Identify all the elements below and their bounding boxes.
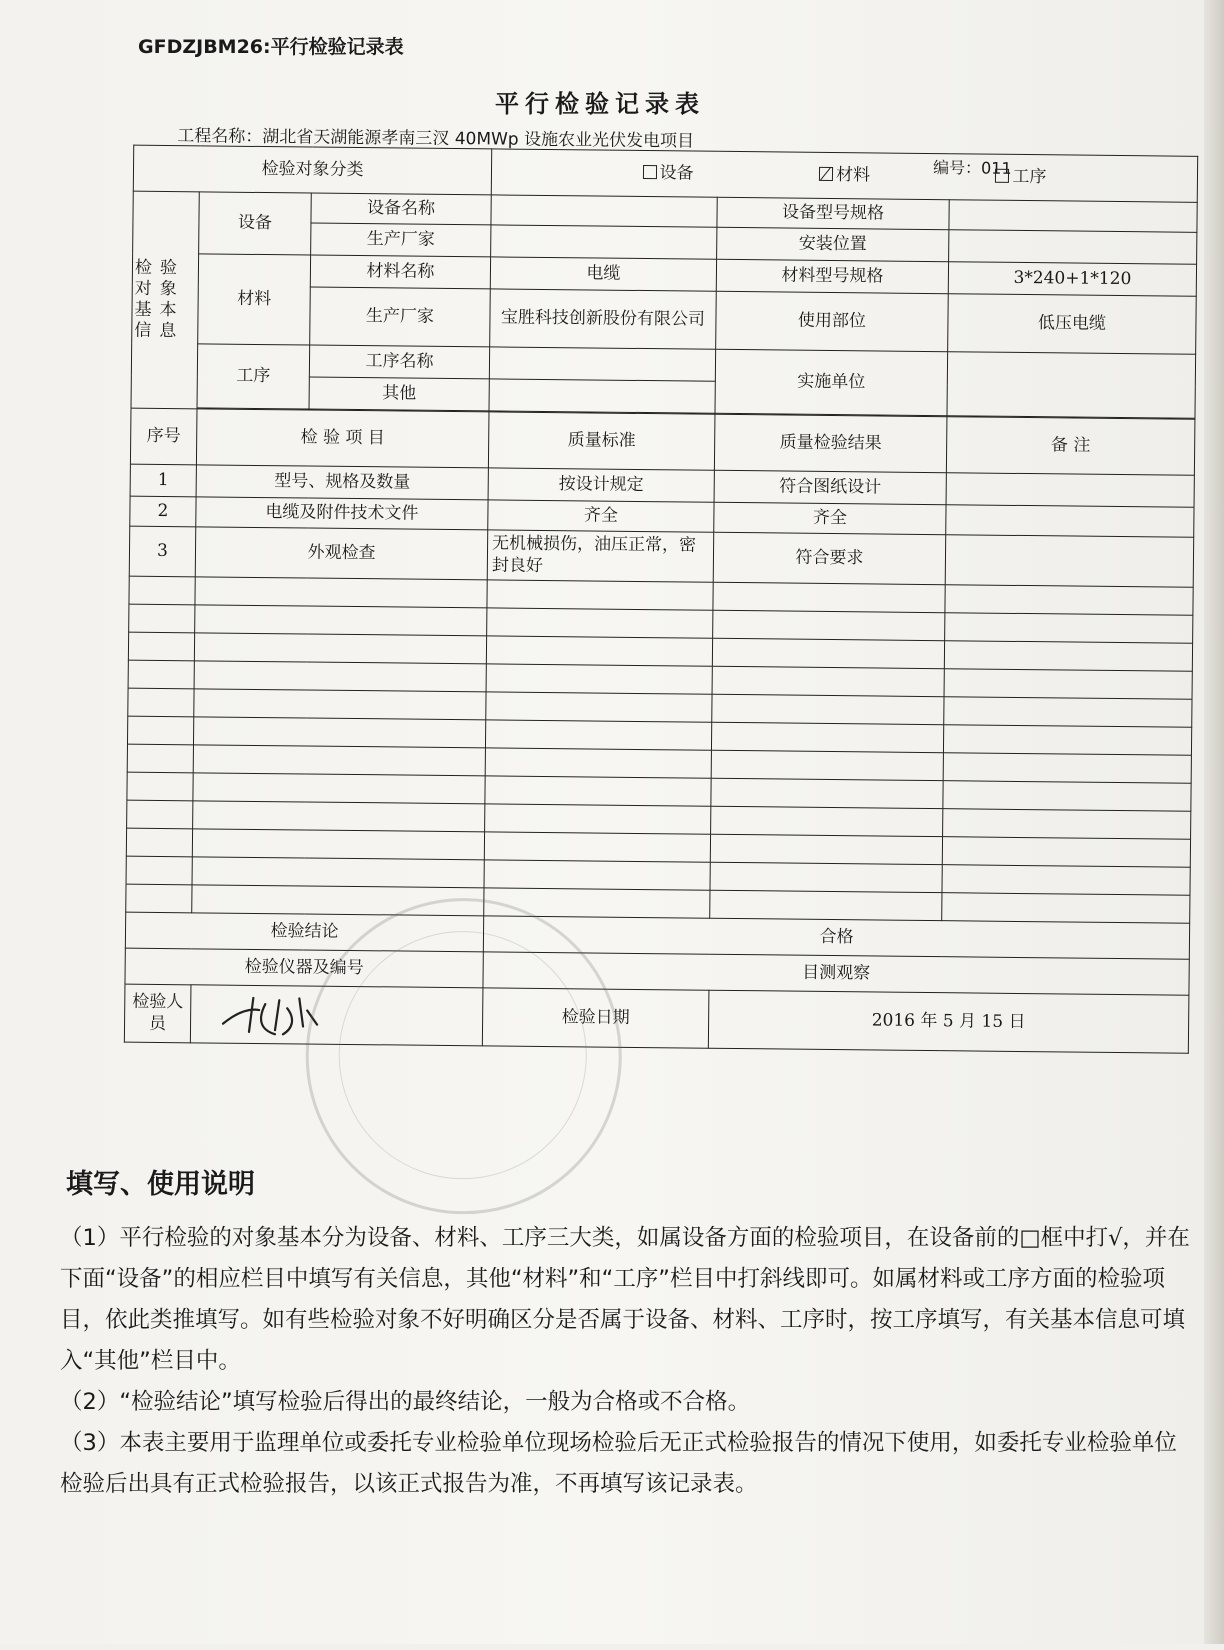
empty-cell [711, 778, 943, 808]
empty-cell [485, 776, 711, 806]
empty-cell [195, 605, 487, 636]
material-label: 材料 [198, 254, 311, 345]
empty-cell [192, 829, 484, 860]
header-item: 检 验 项 目 [196, 409, 489, 468]
empty-cell [943, 781, 1191, 812]
empty-cell [944, 641, 1192, 672]
material-name-label: 材料名称 [310, 255, 490, 289]
empty-cell [943, 725, 1191, 756]
instrument-label: 检验仪器及编号 [125, 948, 483, 988]
empty-cell [711, 750, 943, 780]
header-no: 序号 [130, 408, 197, 465]
empty-cell [126, 856, 192, 885]
empty-cell [193, 773, 485, 804]
empty-cell [486, 664, 712, 694]
empty-cell [126, 884, 192, 913]
empty-cell [127, 772, 193, 801]
instructions-title: 填写、使用说明 [66, 1169, 255, 1200]
empty-cell [129, 576, 195, 605]
checkbox-icon [995, 169, 1009, 183]
equipment-name-label: 设备名称 [311, 193, 491, 225]
item-remark [945, 535, 1194, 588]
basic-info-label: 检验 对象 基本 信息 [131, 191, 199, 409]
checked-checkbox-icon [819, 167, 833, 181]
process-other-label: 其他 [309, 377, 489, 411]
empty-cell [712, 666, 944, 696]
form-code: GFDZJBM26:平行检验记录表 [138, 36, 404, 58]
item-name: 电缆及附件技术文件 [196, 497, 488, 530]
category-option-equipment[interactable]: 设备 [642, 163, 693, 185]
empty-cell [942, 893, 1190, 924]
equipment-location-label: 安装位置 [717, 227, 949, 261]
serial-number: 编号：011 [932, 158, 1012, 178]
inspector-row [124, 984, 1189, 1053]
empty-cell [711, 722, 943, 752]
empty-cell [126, 828, 192, 857]
empty-cell [944, 697, 1192, 728]
empty-cell [128, 688, 194, 717]
document-title: 平行检验记录表 [495, 90, 705, 118]
process-name-value [489, 347, 715, 381]
material-model-value: 3*240+1*120 [948, 262, 1196, 297]
empty-cell [195, 577, 487, 608]
material-maker-value: 宝胜科技创新股份有限公司 [490, 289, 717, 349]
material-name-value: 电缆 [490, 257, 716, 291]
checkbox-icon [643, 165, 657, 179]
process-unit-value [947, 352, 1196, 419]
item-no: 3 [129, 526, 196, 577]
empty-cell [712, 694, 944, 724]
instrument-value: 目测观察 [483, 952, 1189, 995]
process-name-label: 工序名称 [309, 345, 489, 379]
empty-cell [192, 885, 484, 916]
equipment-maker-value [491, 225, 717, 259]
inspector-label: 检验人员 [124, 984, 191, 1043]
empty-cell [945, 585, 1193, 616]
empty-cell [194, 633, 486, 664]
item-result: 符合图纸设计 [714, 470, 946, 504]
inspection-record-table [124, 145, 1198, 1054]
empty-cell [710, 890, 942, 920]
equipment-location-value [949, 230, 1197, 265]
material-usage-value: 低压电缆 [948, 294, 1197, 355]
equipment-maker-label: 生产厂家 [311, 223, 491, 257]
empty-cell [712, 638, 944, 668]
date-label: 检验日期 [482, 988, 709, 1048]
empty-cell [713, 582, 945, 612]
empty-cell [129, 604, 195, 633]
item-no: 1 [130, 464, 196, 497]
item-standard: 齐全 [488, 500, 714, 532]
empty-cell [193, 745, 485, 776]
process-unit-label: 实施单位 [715, 349, 948, 415]
empty-cell [943, 809, 1191, 840]
category-option-material[interactable]: 材料 [819, 165, 870, 187]
instructions-body [60, 1218, 1190, 1505]
material-model-label: 材料型号规格 [716, 259, 948, 293]
empty-cell [487, 580, 713, 610]
empty-cell [945, 613, 1193, 644]
item-no: 2 [130, 496, 196, 527]
item-result: 符合要求 [713, 532, 946, 584]
empty-cell [485, 804, 711, 834]
empty-cell [194, 689, 486, 720]
empty-cell [710, 834, 942, 864]
empty-cell [710, 862, 942, 892]
empty-cell [193, 717, 485, 748]
empty-cell [713, 610, 945, 640]
empty-cell [487, 608, 713, 638]
empty-cell [486, 636, 712, 666]
category-options [491, 149, 1197, 202]
instruction-paragraph: （1）平行检验的对象基本分为设备、材料、工序三大类，如属设备方面的检验项目，在设备前的□框中打√，并在下面“设备”的相应栏目中填写有关信息，其他“材料”和“工序”栏目中打斜线即可。如属材料或工序方面的检验项目，依此类推填写。如有些检验对象不好明确区分是否属于设备、材料、工序时，按工序填写，有关基本信息可填入“其他”栏目中。 [60, 1225, 1190, 1374]
empty-cell [942, 865, 1190, 896]
equipment-model-label: 设备型号规格 [717, 197, 949, 229]
item-name: 型号、规格及数量 [196, 465, 488, 500]
category-option-process[interactable]: 工序 [995, 167, 1046, 189]
project-name: 工程名称：湖北省天湖能源孝南三汊 40MWp 设施农业光伏发电项目 [177, 126, 695, 152]
empty-cell [127, 744, 193, 773]
item-standard: 无机械损伤，油压正常，密封良好 [487, 530, 714, 582]
inspector-signature [190, 985, 483, 1046]
empty-cell [485, 748, 711, 778]
material-usage-label: 使用部位 [716, 291, 949, 351]
empty-cell [193, 801, 485, 832]
empty-cell [484, 860, 710, 890]
material-maker-label: 生产厂家 [310, 287, 491, 347]
header-remark: 备 注 [946, 417, 1195, 476]
item-remark [946, 473, 1194, 508]
empty-cell [711, 806, 943, 836]
empty-cell [942, 837, 1190, 868]
instruction-paragraph: （3）本表主要用于监理单位或委托专业检验单位现场检验后无正式检验报告的情况下使用，如委托专业检验单位检验后出具有正式检验报告，以该正式报告为准，不再填写该记录表。 [60, 1430, 1177, 1497]
empty-cell [484, 888, 710, 918]
empty-cell [943, 753, 1191, 784]
item-name: 外观检查 [195, 527, 488, 580]
empty-cell [194, 661, 486, 692]
empty-cell [484, 832, 710, 862]
handwritten-signature [195, 989, 356, 1041]
item-result: 齐全 [714, 502, 946, 534]
header-standard: 质量标准 [488, 412, 715, 470]
equipment-model-value [949, 200, 1197, 233]
item-remark [946, 505, 1194, 538]
empty-cell [128, 632, 194, 661]
process-label: 工序 [197, 344, 310, 409]
date-value: 2016 年 5 月 15 日 [708, 990, 1189, 1053]
empty-cell [485, 720, 711, 750]
conclusion-label: 检验结论 [125, 912, 483, 952]
empty-cell [127, 716, 193, 745]
empty-cell [486, 692, 712, 722]
empty-cell [192, 857, 484, 888]
empty-cell [127, 800, 193, 829]
empty-cell [944, 669, 1192, 700]
process-other-value [489, 379, 715, 413]
empty-cell [128, 660, 194, 689]
conclusion-value: 合格 [483, 916, 1189, 959]
equipment-label: 设备 [199, 192, 312, 255]
header-result: 质量检验结果 [714, 414, 947, 472]
equipment-name-value [491, 195, 717, 227]
instruction-paragraph: （2）“检验结论”填写检验后得出的最终结论，一般为合格或不合格。 [60, 1389, 751, 1415]
item-standard: 按设计规定 [488, 468, 714, 502]
category-label: 检验对象分类 [133, 145, 491, 195]
